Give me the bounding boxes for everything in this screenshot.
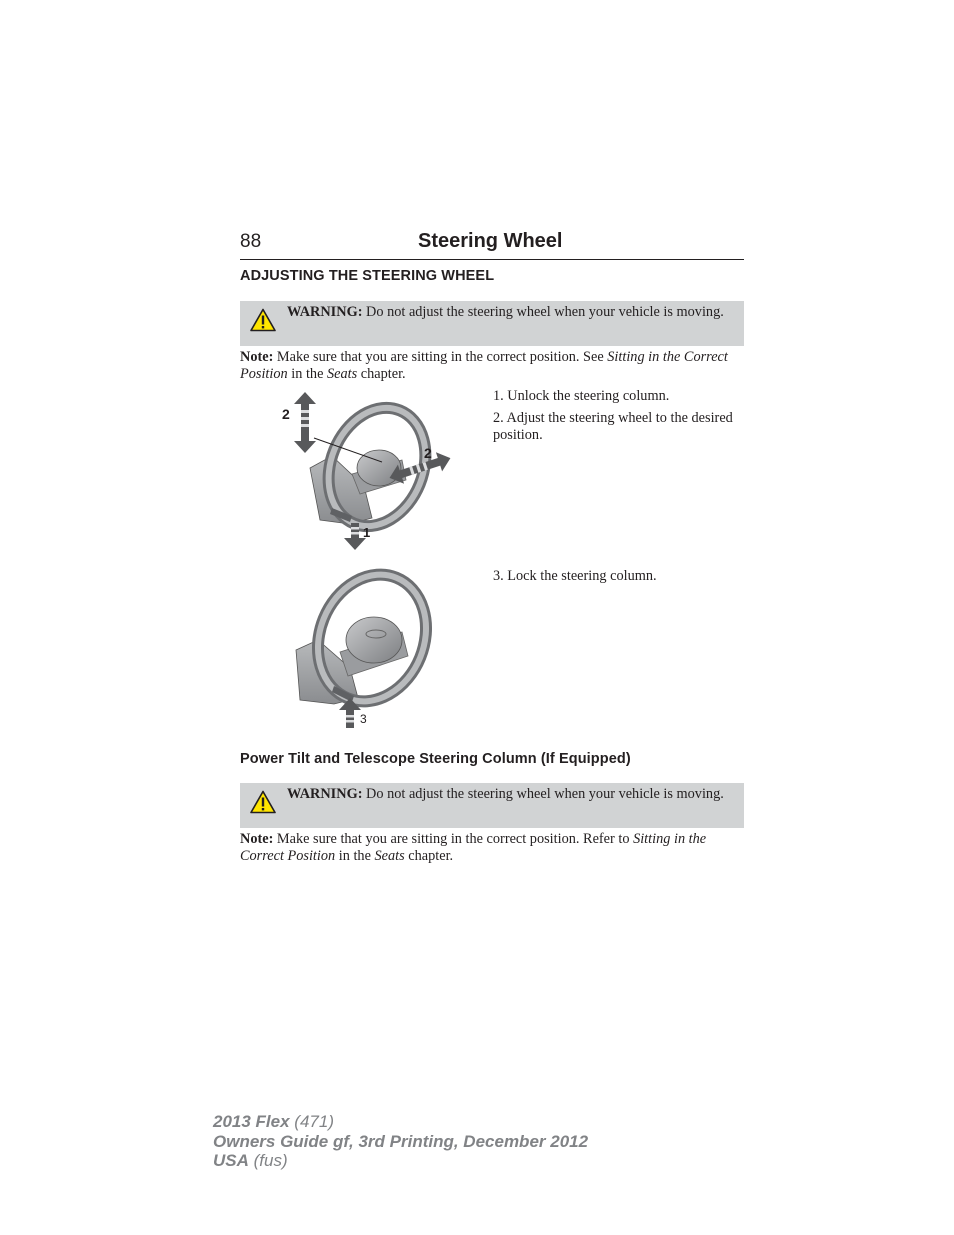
warning-box bbox=[240, 783, 744, 828]
cross-reference-section[interactable]: Sitting in the Correct Position bbox=[240, 349, 728, 382]
page-header bbox=[240, 228, 744, 260]
note-text: chapter. bbox=[360, 365, 406, 382]
note-paragraph bbox=[240, 831, 744, 864]
cross-reference-chapter[interactable]: Seats bbox=[327, 365, 358, 382]
page-number: 88 bbox=[240, 231, 262, 252]
note-text: in the bbox=[291, 365, 324, 382]
warning-text bbox=[287, 303, 733, 322]
callout-2-vertical: 2 bbox=[282, 406, 290, 422]
chapter-title: Steering Wheel bbox=[418, 230, 563, 252]
footer-market-line bbox=[213, 1151, 588, 1171]
warning-label: WARNING: bbox=[287, 304, 363, 320]
warning-label: WARNING: bbox=[287, 786, 363, 802]
warning-message: Do not adjust the steering wheel when your vehicle is moving. bbox=[366, 786, 724, 802]
note-text: Make sure that you are sitting in the correct position. Refer to bbox=[276, 831, 630, 847]
note-label: Note: bbox=[240, 831, 274, 847]
warning-text bbox=[287, 785, 733, 804]
steering-wheel-adjust-illustration bbox=[272, 390, 462, 555]
note-paragraph bbox=[240, 349, 744, 382]
subsection-heading: Power Tilt and Telescope Steering Column (If Equipped) bbox=[240, 751, 631, 767]
footer-guide: Owners Guide gf, 3rd Printing, December 2012 bbox=[213, 1131, 589, 1151]
step-2: 2. Adjust the steering wheel to the desired position. bbox=[493, 410, 733, 443]
steering-wheel-lock-illustration bbox=[284, 568, 444, 733]
step-1: 1. Unlock the steering column. bbox=[493, 388, 670, 404]
step-3: 3. Lock the steering column. bbox=[493, 568, 657, 584]
footer-model-line bbox=[213, 1112, 588, 1132]
callout-3: 3 bbox=[360, 712, 367, 726]
callout-1: 1 bbox=[363, 525, 371, 540]
footer-market-code: (fus) bbox=[253, 1151, 288, 1170]
note-label: Note: bbox=[240, 349, 274, 365]
warning-message: Do not adjust the steering wheel when your vehicle is moving. bbox=[366, 304, 724, 320]
note-text: Make sure that you are sitting in the correct position. See bbox=[276, 349, 604, 365]
cross-reference-section[interactable]: Sitting in the Correct Position bbox=[240, 831, 707, 864]
page-footer bbox=[213, 1112, 588, 1171]
warning-box bbox=[240, 301, 744, 346]
warning-triangle-icon bbox=[250, 790, 276, 814]
section-heading: ADJUSTING THE STEERING WHEEL bbox=[240, 268, 495, 284]
note-text: chapter. bbox=[408, 847, 454, 864]
note-text: in the bbox=[338, 847, 371, 864]
cross-reference-chapter[interactable]: Seats bbox=[374, 847, 405, 864]
footer-market: USA bbox=[213, 1151, 249, 1170]
footer-model: 2013 Flex bbox=[213, 1112, 290, 1131]
footer-model-code: (471) bbox=[294, 1112, 334, 1131]
warning-triangle-icon bbox=[250, 308, 276, 332]
callout-2-telescope: 2 bbox=[424, 445, 432, 461]
